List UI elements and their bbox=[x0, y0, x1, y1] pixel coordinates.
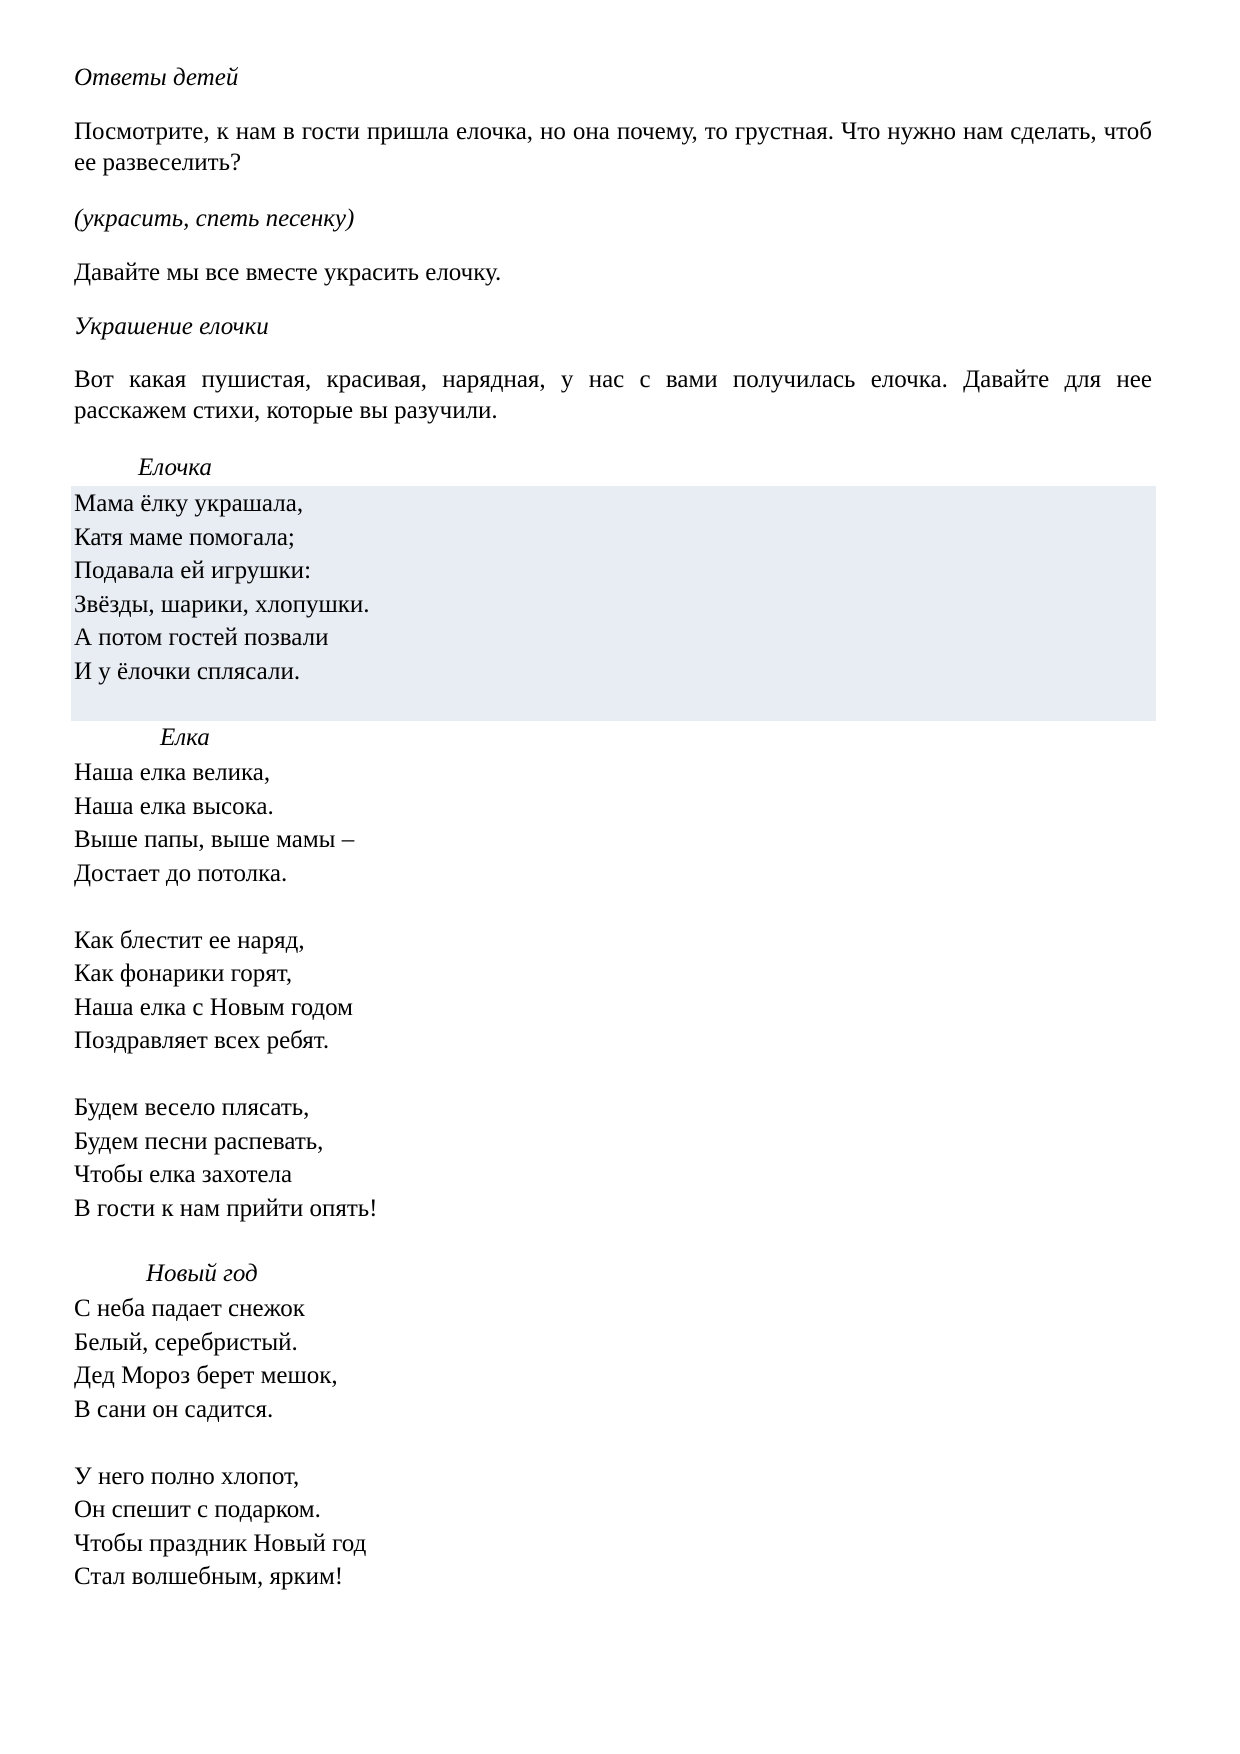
poem-blank-line bbox=[74, 1426, 366, 1460]
poem-line: Наша елка высока. bbox=[74, 792, 274, 820]
poem-line: С неба падает снежок bbox=[74, 1295, 305, 1322]
poem-line: Стал волшебным, ярким! bbox=[74, 1563, 344, 1590]
poem-elochka bbox=[74, 487, 370, 688]
poem-title-elka: Елка bbox=[160, 724, 210, 751]
poem-line: Подавала ей игрушки: bbox=[74, 557, 312, 584]
poem-line: А потом гостей позвали bbox=[74, 624, 329, 651]
poem-line: В гости к нам прийти опять! bbox=[74, 1194, 378, 1222]
poem-line: Поздравляет всех ребят. bbox=[74, 1027, 330, 1054]
poem-blank-line bbox=[74, 890, 378, 924]
poem-line: Выше папы, выше мамы – bbox=[74, 826, 355, 853]
poem-line: Белый, серебристый. bbox=[74, 1328, 298, 1356]
poem-line: Как блестит ее наряд, bbox=[74, 926, 305, 954]
poem-line: В сани он садится. bbox=[74, 1395, 274, 1423]
poem-line: Достает до потолка. bbox=[74, 859, 288, 887]
decorating-label: Украшение елочки bbox=[74, 313, 269, 340]
poem-line: И у ёлочки сплясали. bbox=[74, 657, 301, 685]
paragraph-sad-tree: Посмотрите, к нам в гости пришла елочка, но она почему, то грустная. Что нужно нам сделать, чтоб ее развеселить? bbox=[74, 118, 1152, 176]
poem-line: Как фонарики горят, bbox=[74, 960, 293, 987]
poem-line: Наша елка с Новым годом bbox=[74, 993, 353, 1021]
poem-line: Чтобы праздник Новый год bbox=[74, 1529, 367, 1557]
poem-title-novy-god: Новый год bbox=[146, 1260, 258, 1287]
poem-title-elochka: Елочка bbox=[138, 454, 212, 481]
poem-line: Наша елка велика, bbox=[74, 759, 271, 786]
paragraph-poems-intro: Вот какая пушистая, красивая, нарядная, у нас с вами получилась елочка. Давайте для нее расскажем стихи, которые вы разучили. bbox=[74, 366, 1152, 424]
poem-line: Будем песни распевать, bbox=[74, 1127, 324, 1155]
poem-line: Чтобы елка захотела bbox=[74, 1161, 293, 1188]
poem-line: Будем весело плясать, bbox=[74, 1094, 310, 1121]
poem-line: Мама ёлку украшала, bbox=[74, 490, 304, 517]
paragraph-decorate: Давайте мы все вместе украсить елочку. bbox=[74, 259, 502, 286]
poem-line: Катя маме помогала; bbox=[74, 523, 295, 551]
poem-blank-line bbox=[74, 1058, 378, 1092]
children-answers-label: Ответы детей bbox=[74, 64, 239, 91]
poem-line: Дед Мороз берет мешок, bbox=[74, 1362, 338, 1389]
poem-line: Звёзды, шарики, хлопушки. bbox=[74, 590, 370, 618]
poem-line: У него полно хлопот, bbox=[74, 1462, 300, 1490]
poem-line: Он спешит с подарком. bbox=[74, 1496, 321, 1523]
poem-novy-god bbox=[74, 1292, 366, 1594]
poem-elka bbox=[74, 756, 378, 1225]
answer-hint: (украсить, спеть песенку) bbox=[74, 205, 355, 232]
